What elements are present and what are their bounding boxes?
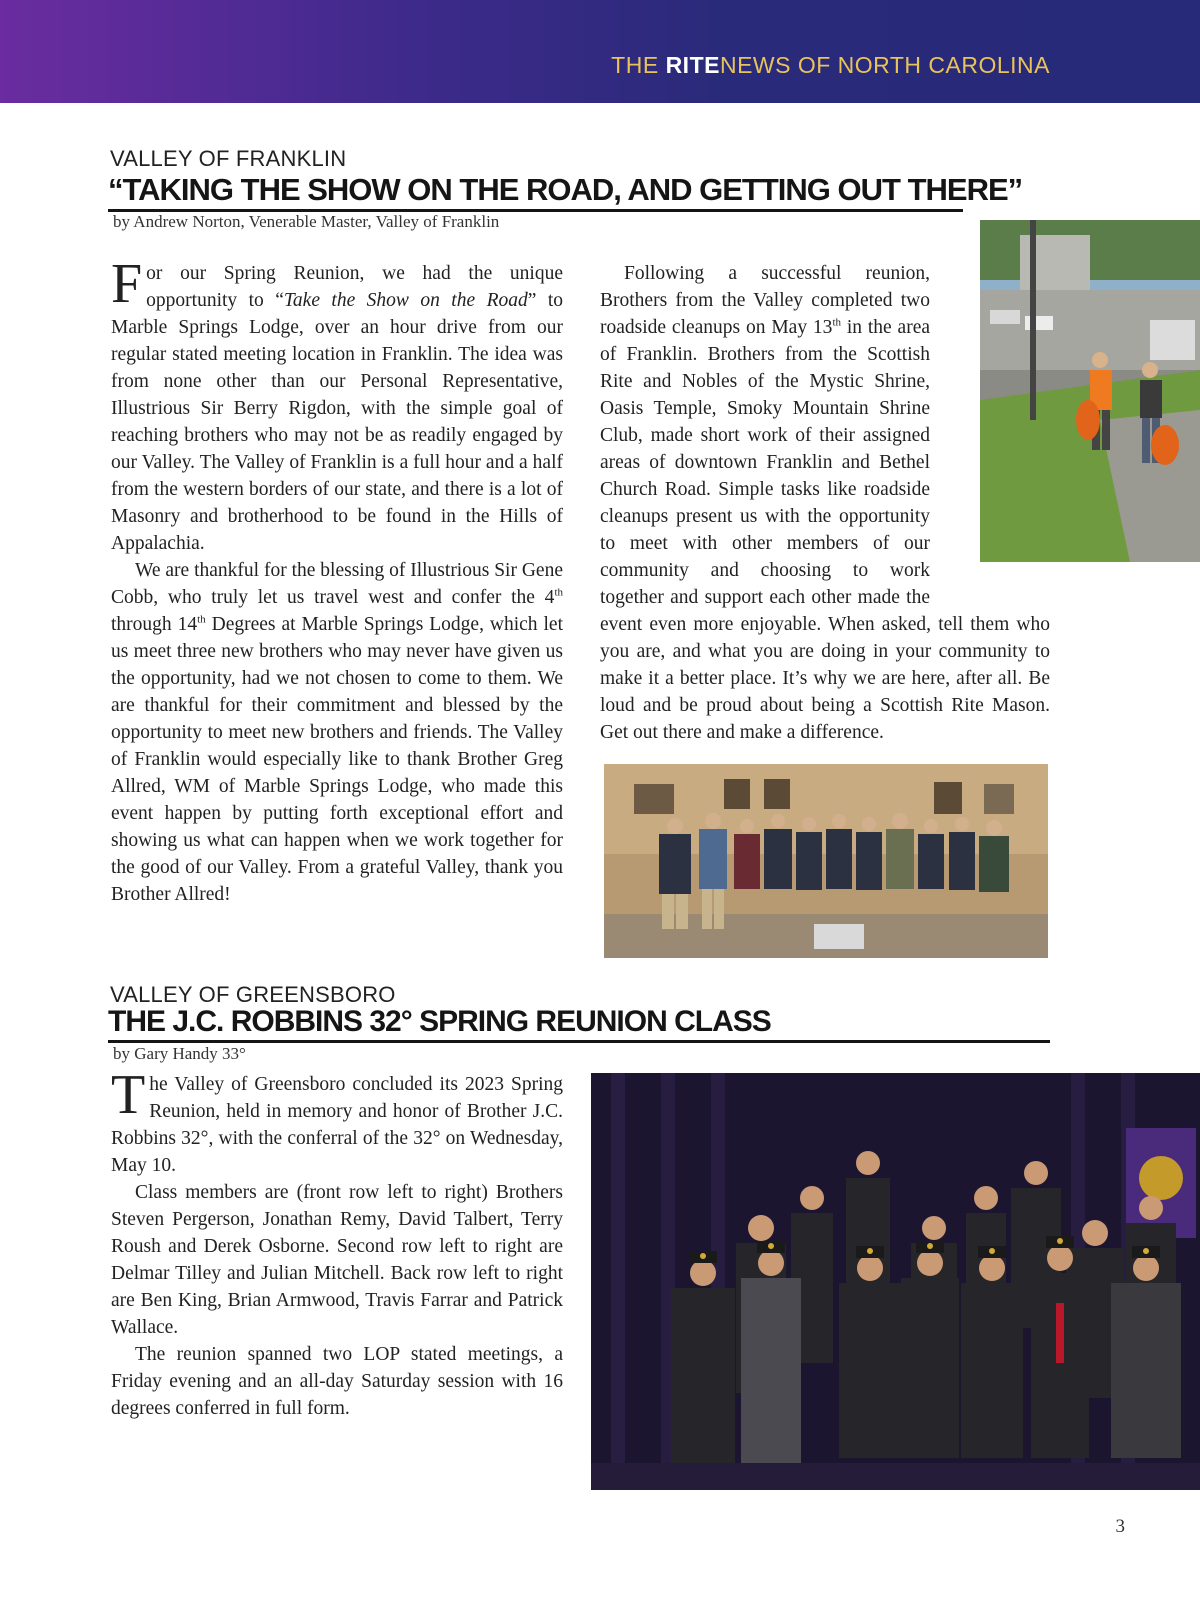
article2-column	[111, 1064, 563, 1422]
article2-headline: THE J.C. ROBBINS 32° SPRING REUNION CLASS	[108, 1005, 1050, 1043]
article2-dropcap: T	[111, 1064, 146, 1126]
article1-headline: “TAKING THE SHOW ON THE ROAD, AND GETTING OUT THERE”	[108, 172, 963, 212]
article1-paragraph-3: Following a successful reunion, Brothers from the Valley completed two roadside cleanups on May 13th in the area of Franklin. Brothers from the Scottish Rite and Nobles of the Mystic Shrine, Oasis Temple, Smoky Mountain Shrine Club, made short work of their assigned areas of downtown Franklin and Bethel Church Road. Simple tasks like roadside cleanups present us with the opportunity to meet with other members of our community and choosing to work together and support each other made the event even more enjoyable. When asked, tell them who you are, and what you are doing in your community to make it a better place. It’s why we are here, after all. Be loud and be proud about being a Scottish Rite Mason. Get out there and make a difference.	[600, 263, 1050, 743]
roadside-cleanup-photo	[980, 220, 1200, 562]
article2-byline: by Gary Handy 33°	[113, 1044, 246, 1063]
publication-title: THE RITENEWS OF NORTH CAROLINA	[611, 52, 1050, 78]
article2-paragraph-3: The reunion spanned two LOP stated meetings, a Friday evening and an all-day Saturday session with 16 degrees conferred in full form.	[111, 1344, 563, 1419]
article2-kicker: VALLEY OF GREENSBORO	[110, 982, 396, 1007]
article2-paragraph-2: Class members are (front row left to right) Brothers Steven Pergerson, Jonathan Remy, David Talbert, Terry Roush and Derek Osborne. Second row left to right are Delmar Tilley and Julian Mitchell. Back row left to right are Ben King, Brian Armwood, Travis Farrar and Patrick Wallace.	[111, 1182, 563, 1338]
publication-title-rite: RITE	[665, 52, 720, 78]
marble-springs-group-photo	[604, 764, 1048, 958]
article1-kicker: VALLEY OF FRANKLIN	[110, 146, 347, 171]
reunion-class-photo	[591, 1073, 1200, 1490]
article1-column-left	[111, 253, 563, 908]
article1-paragraph-2: We are thankful for the blessing of Illustrious Sir Gene Cobb, who truly let us travel west and confer the 4th through 14th Degrees at Marble Springs Lodge, which let us meet three new brothers who may never have given us the opportunity, had we not chosen to come to them. We are thankful for their commitment and blessed by the opportunity to meet new brothers and friends. The Valley of Franklin would especially like to thank Brother Greg Allred, WM of Marble Springs Lodge, who made this event happen by putting forth exceptional effort and showing us what can happen when we work together for the good of our Valley. From a grateful Valley, thank you Brother Allred!	[111, 560, 563, 905]
page-number: 3	[1115, 1516, 1125, 1537]
article1-paragraph-1: For our Spring Reunion, we had the unique opportunity to “Take the Show on the Road” to Marble Springs Lodge, over an hour drive from our regular stated meeting location in Franklin. The idea was from none other than our Personal Representative, Illustrious Sir Berry Rigdon, with the simple goal of reaching brothers who may not be as readily engaged by our Valley. The Valley of Franklin is a full hour and a half from the western borders of our state, and there is a lot of Masonry and brotherhood to be found in the Hills of Appalachia.	[111, 253, 563, 554]
header-banner	[0, 0, 1200, 103]
article1-dropcap: F	[111, 253, 143, 315]
article2-paragraph-1: The Valley of Greensboro concluded its 2023 Spring Reunion, held in memory and honor of Brother J.C. Robbins 32°, with the conferral of the 32° on Wednesday, May 10.	[111, 1064, 563, 1176]
article1-byline: by Andrew Norton, Venerable Master, Valley of Franklin	[113, 212, 500, 231]
